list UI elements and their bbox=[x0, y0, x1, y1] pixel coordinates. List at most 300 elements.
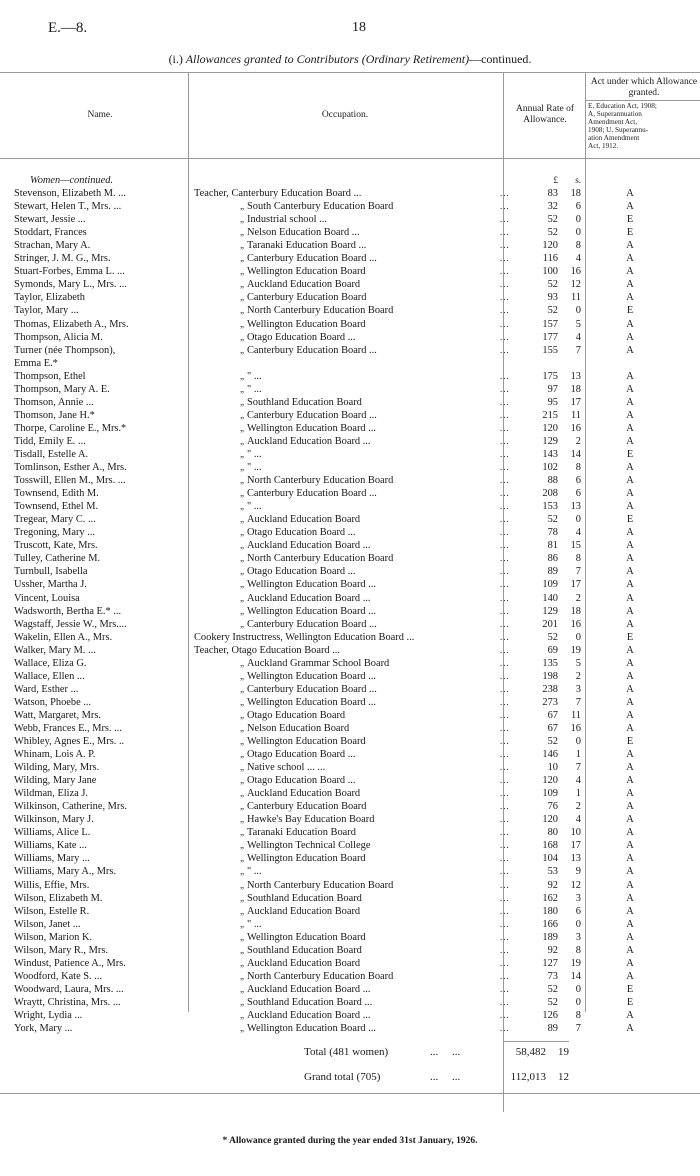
ditto-mark: „ bbox=[240, 201, 246, 212]
row-pounds: 208 bbox=[542, 488, 558, 500]
table-row bbox=[14, 1022, 694, 1035]
row-act: A bbox=[626, 1023, 634, 1035]
row-pounds: 52 bbox=[547, 514, 558, 526]
row-act: A bbox=[626, 462, 634, 474]
row-shillings: 13 bbox=[570, 370, 581, 382]
row-pounds: 120 bbox=[542, 814, 558, 826]
row-occupation: Wellington Education Board ... bbox=[247, 670, 377, 682]
row-shillings: 10 bbox=[570, 827, 581, 839]
row-name: Truscott, Kate, Mrs. bbox=[14, 540, 98, 552]
row-shillings: 6 bbox=[575, 201, 581, 213]
row-occupation: North Canterbury Education Board bbox=[247, 970, 394, 982]
row-pounds: 86 bbox=[547, 553, 558, 565]
leader-dots: ... bbox=[500, 266, 510, 277]
row-act: A bbox=[626, 657, 634, 669]
row-occupation: " ... bbox=[247, 462, 262, 474]
row-act: A bbox=[626, 553, 634, 565]
row-act: A bbox=[626, 344, 634, 356]
ditto-mark: „ bbox=[240, 501, 246, 512]
row-name: Wallace, Ellen ... bbox=[14, 670, 85, 682]
leader-dots: ... bbox=[500, 944, 510, 955]
row-occupation: Canterbury Education Board ... bbox=[247, 409, 377, 421]
row-pounds: 52 bbox=[547, 227, 558, 239]
row-name: Turner (née Thompson), bbox=[14, 344, 116, 356]
row-occupation: Canterbury Education Board bbox=[247, 292, 367, 304]
row-act: A bbox=[626, 683, 634, 695]
table-row bbox=[14, 187, 694, 200]
row-occupation: Auckland Education Board ... bbox=[247, 983, 371, 995]
leader-dots: ... bbox=[500, 840, 510, 851]
row-pounds: 127 bbox=[542, 957, 558, 969]
leader-dots: ... bbox=[500, 670, 510, 681]
table-row bbox=[14, 983, 694, 996]
table-row bbox=[14, 422, 694, 435]
row-occupation: Southland Education Board bbox=[247, 944, 362, 956]
ditto-mark: „ bbox=[240, 514, 246, 525]
row-name: Watson, Phoebe ... bbox=[14, 696, 92, 708]
row-act: A bbox=[626, 292, 634, 304]
act-note-line: ation Amendment bbox=[588, 134, 640, 143]
row-name: Wilson, Elizabeth M. bbox=[14, 892, 103, 904]
table-row bbox=[14, 291, 694, 304]
row-name: Wallace, Eliza G. bbox=[14, 657, 87, 669]
row-occupation: Teacher, Otago Education Board ... bbox=[194, 644, 341, 656]
row-occupation: Canterbury Education Board ... bbox=[247, 618, 377, 630]
ditto-mark: „ bbox=[240, 775, 246, 786]
row-shillings: 6 bbox=[575, 905, 581, 917]
table-row bbox=[14, 644, 694, 657]
table-row bbox=[14, 461, 694, 474]
row-pounds: £ bbox=[553, 175, 558, 185]
row-pounds: 155 bbox=[542, 344, 558, 356]
row-pounds: 93 bbox=[547, 292, 558, 304]
leader-dots: ... bbox=[500, 762, 510, 773]
leader-dots: ... bbox=[500, 370, 510, 381]
row-occupation: Auckland Education Board ... bbox=[247, 435, 371, 447]
leader-dots: ... bbox=[500, 618, 510, 629]
table-row bbox=[14, 370, 694, 383]
ditto-mark: „ bbox=[240, 214, 246, 225]
row-name: Wadsworth, Bertha E.* ... bbox=[14, 605, 122, 617]
row-pounds: 215 bbox=[542, 409, 558, 421]
row-shillings: 11 bbox=[570, 709, 581, 721]
row-act: E bbox=[626, 514, 634, 526]
row-act: A bbox=[626, 409, 634, 421]
ditto-mark: „ bbox=[240, 996, 246, 1007]
table-row bbox=[14, 487, 694, 500]
act-note-line: E, Education Act, 1908; bbox=[588, 102, 657, 110]
table-row bbox=[14, 852, 694, 865]
leader-dots: ... bbox=[500, 996, 510, 1007]
row-name: Stoddart, Frances bbox=[14, 227, 87, 239]
row-occupation: Wellington Education Board bbox=[247, 736, 366, 748]
leader-dots: ... bbox=[500, 736, 510, 747]
leader-dots: ... bbox=[500, 462, 510, 473]
total-women-shillings: 19 bbox=[558, 1046, 569, 1058]
leader-dots: ... bbox=[500, 240, 510, 251]
total-women-label: Total (481 women) bbox=[304, 1046, 389, 1058]
leader-dots: ... bbox=[500, 435, 510, 446]
row-name: Emma E.* bbox=[14, 357, 58, 369]
row-name: Whinam, Lois A. P. bbox=[14, 749, 96, 761]
table-row bbox=[14, 474, 694, 487]
row-name: Women—continued. bbox=[30, 175, 114, 186]
row-act: A bbox=[626, 970, 634, 982]
table-row bbox=[14, 318, 694, 331]
row-shillings: 7 bbox=[575, 762, 581, 774]
table-row bbox=[14, 931, 694, 944]
row-name: Wilson, Mary R., Mrs. bbox=[14, 944, 108, 956]
row-shillings: 13 bbox=[570, 853, 581, 865]
row-occupation: Auckland Education Board bbox=[247, 788, 361, 800]
row-shillings: 0 bbox=[575, 918, 581, 930]
ditto-mark: „ bbox=[240, 488, 246, 499]
row-act: E bbox=[626, 448, 634, 460]
row-act: A bbox=[626, 670, 634, 682]
table-row bbox=[14, 892, 694, 905]
leader-dots: ... bbox=[500, 448, 510, 459]
row-pounds: 126 bbox=[542, 1010, 558, 1021]
row-pounds: 52 bbox=[547, 279, 558, 291]
row-pounds: 116 bbox=[542, 253, 558, 265]
row-act: A bbox=[626, 866, 634, 878]
row-act: A bbox=[626, 775, 634, 787]
leader-dots: ... bbox=[500, 396, 510, 407]
leader-dots: ... bbox=[500, 892, 510, 903]
leader-dots: ... bbox=[500, 305, 510, 316]
row-name: Townsend, Ethel M. bbox=[14, 501, 99, 513]
row-name: Ward, Esther ... bbox=[14, 683, 79, 695]
row-shillings: 4 bbox=[575, 527, 581, 539]
leader-dots: ... bbox=[500, 592, 510, 603]
leader-dots: ... bbox=[500, 853, 510, 864]
row-pounds: 189 bbox=[542, 931, 558, 943]
row-occupation: " ... bbox=[247, 370, 262, 382]
ditto-mark: „ bbox=[240, 970, 246, 981]
ditto-mark: „ bbox=[240, 422, 246, 433]
row-name: Vincent, Louisa bbox=[14, 592, 80, 604]
row-act: A bbox=[626, 801, 634, 813]
row-occupation: Southland Education Board ... bbox=[247, 996, 373, 1008]
row-occupation: North Canterbury Education Board bbox=[247, 475, 394, 487]
leader-dots: ... bbox=[500, 214, 510, 225]
row-pounds: 83 bbox=[547, 188, 558, 200]
table-row bbox=[14, 696, 694, 709]
row-pounds: 238 bbox=[542, 683, 558, 695]
row-shillings: 0 bbox=[575, 214, 581, 226]
row-pounds: 97 bbox=[547, 383, 558, 395]
table-row bbox=[14, 500, 694, 513]
row-name: Williams, Mary ... bbox=[14, 853, 90, 865]
row-shillings: 14 bbox=[570, 448, 581, 460]
row-pounds: 143 bbox=[542, 448, 558, 460]
table-row bbox=[14, 970, 694, 983]
row-name: Wilkinson, Catherine, Mrs. bbox=[14, 801, 127, 813]
row-occupation: Canterbury Education Board ... bbox=[247, 683, 377, 695]
row-act: A bbox=[626, 279, 634, 291]
table-row bbox=[14, 865, 694, 878]
leader-dots: ... bbox=[500, 709, 510, 720]
table-row bbox=[14, 213, 694, 226]
row-occupation: Nelson Education Board ... bbox=[247, 227, 360, 239]
ditto-mark: „ bbox=[240, 683, 246, 694]
row-pounds: 180 bbox=[542, 905, 558, 917]
row-pounds: 52 bbox=[547, 736, 558, 748]
column-header-rate: Annual Rate of Allowance. bbox=[515, 104, 575, 125]
row-name: Woodward, Laura, Mrs. ... bbox=[14, 983, 124, 995]
row-act: A bbox=[626, 527, 634, 539]
ditto-mark: „ bbox=[240, 227, 246, 238]
row-name: Thompson, Mary A. E. bbox=[14, 383, 110, 395]
row-shillings: 13 bbox=[570, 501, 581, 513]
row-pounds: 81 bbox=[547, 540, 558, 552]
leader-dots: ... bbox=[500, 383, 510, 394]
row-shillings: 16 bbox=[570, 618, 581, 630]
row-occupation: Otago Education Board bbox=[247, 709, 346, 721]
row-name: Williams, Kate ... bbox=[14, 840, 87, 852]
row-act: A bbox=[626, 814, 634, 826]
table-row bbox=[14, 252, 694, 265]
table-title-number: (i.) bbox=[168, 52, 183, 66]
ditto-mark: „ bbox=[240, 762, 246, 773]
table-row bbox=[14, 683, 694, 696]
row-name: Ussher, Martha J. bbox=[14, 579, 87, 591]
leader-dots: ... bbox=[500, 253, 510, 264]
row-name: Wilson, Marion K. bbox=[14, 931, 93, 943]
row-shillings: 4 bbox=[575, 253, 581, 265]
row-shillings: 3 bbox=[575, 683, 581, 695]
row-occupation: Wellington Technical College bbox=[247, 840, 371, 852]
row-occupation: Wellington Education Board bbox=[247, 931, 366, 943]
table-row bbox=[14, 826, 694, 839]
row-shillings: 2 bbox=[575, 592, 581, 604]
table-row bbox=[14, 448, 694, 461]
row-occupation: Otago Education Board ... bbox=[247, 775, 356, 787]
row-shillings: 2 bbox=[575, 435, 581, 447]
row-act: A bbox=[626, 383, 634, 395]
row-shillings: 16 bbox=[570, 722, 581, 734]
row-shillings: 14 bbox=[570, 970, 581, 982]
leader-dots: ... bbox=[500, 514, 510, 525]
table-row bbox=[14, 631, 694, 644]
table-row bbox=[14, 905, 694, 918]
ditto-mark: „ bbox=[240, 1023, 246, 1034]
row-act: E bbox=[626, 996, 634, 1008]
leader-dots: ... bbox=[500, 814, 510, 825]
row-occupation: Teacher, Canterbury Education Board ... bbox=[194, 188, 362, 200]
row-shillings: 0 bbox=[575, 983, 581, 995]
row-act: A bbox=[626, 501, 634, 513]
row-shillings: 4 bbox=[575, 814, 581, 826]
row-name: Thompson, Alicia M. bbox=[14, 331, 103, 343]
leader-dots: ... bbox=[500, 488, 510, 499]
row-name: Stringer, J. M. G., Mrs. bbox=[14, 253, 111, 265]
row-act: A bbox=[626, 840, 634, 852]
total-women-dots: ... ... bbox=[430, 1046, 461, 1058]
row-name: Stuart-Forbes, Emma L. ... bbox=[14, 266, 125, 278]
row-act: A bbox=[626, 605, 634, 617]
row-act: E bbox=[626, 305, 634, 317]
row-occupation: Auckland Education Board bbox=[247, 514, 361, 526]
leader-dots: ... bbox=[500, 553, 510, 564]
table-row bbox=[14, 565, 694, 578]
row-pounds: 157 bbox=[542, 318, 558, 330]
ditto-mark: „ bbox=[240, 801, 246, 812]
grand-total-dots: ... ... bbox=[430, 1071, 461, 1083]
leader-dots: ... bbox=[500, 722, 510, 733]
leader-dots: ... bbox=[500, 227, 510, 238]
leader-dots: ... bbox=[500, 1023, 510, 1034]
grand-total-pounds: 112,013 bbox=[510, 1071, 546, 1083]
row-pounds: 120 bbox=[542, 775, 558, 787]
row-pounds: 175 bbox=[542, 370, 558, 382]
row-shillings: 2 bbox=[575, 801, 581, 813]
row-shillings: 17 bbox=[570, 579, 581, 591]
leader-dots: ... bbox=[500, 788, 510, 799]
row-shillings: 0 bbox=[575, 514, 581, 526]
row-pounds: 78 bbox=[547, 527, 558, 539]
leader-dots: ... bbox=[500, 318, 510, 329]
row-name: Thompson, Ethel bbox=[14, 370, 86, 382]
table-row bbox=[14, 278, 694, 291]
ditto-mark: „ bbox=[240, 983, 246, 994]
row-shillings: 18 bbox=[570, 383, 581, 395]
row-shillings: 16 bbox=[570, 266, 581, 278]
row-pounds: 32 bbox=[547, 201, 558, 213]
row-name: Watt, Margaret, Mrs. bbox=[14, 709, 101, 721]
row-pounds: 80 bbox=[547, 827, 558, 839]
row-shillings: 4 bbox=[575, 331, 581, 343]
row-name: Thomas, Elizabeth A., Mrs. bbox=[14, 318, 129, 330]
table-row bbox=[14, 409, 694, 422]
leader-dots: ... bbox=[500, 409, 510, 420]
leader-dots: ... bbox=[500, 188, 510, 199]
row-act: E bbox=[626, 214, 634, 226]
ditto-mark: „ bbox=[240, 749, 246, 760]
row-act: E bbox=[626, 227, 634, 239]
ditto-mark: „ bbox=[240, 788, 246, 799]
column-header-name: Name. bbox=[87, 110, 113, 120]
row-shillings: 18 bbox=[570, 605, 581, 617]
row-shillings: 12 bbox=[570, 279, 581, 291]
row-pounds: 52 bbox=[547, 214, 558, 226]
row-act: A bbox=[626, 540, 634, 552]
ditto-mark: „ bbox=[240, 736, 246, 747]
row-act: A bbox=[626, 318, 634, 330]
row-name: Williams, Mary A., Mrs. bbox=[14, 866, 117, 878]
row-name: Wilding, Mary, Mrs. bbox=[14, 762, 100, 774]
table-row bbox=[14, 735, 694, 748]
table-row bbox=[14, 813, 694, 826]
table-row bbox=[14, 839, 694, 852]
row-act: A bbox=[626, 827, 634, 839]
ditto-mark: „ bbox=[240, 527, 246, 538]
table-row bbox=[14, 396, 694, 409]
row-act: A bbox=[626, 644, 634, 656]
column-header-act: Act under which Allowance granted. bbox=[590, 77, 698, 98]
row-occupation: Wellington Education Board ... bbox=[247, 696, 377, 708]
row-pounds: 273 bbox=[542, 696, 558, 708]
row-pounds: 129 bbox=[542, 605, 558, 617]
leader-dots: ... bbox=[500, 201, 510, 212]
ditto-mark: „ bbox=[240, 292, 246, 303]
row-shillings: 7 bbox=[575, 1023, 581, 1035]
leader-dots: ... bbox=[500, 1010, 510, 1020]
row-act: A bbox=[626, 918, 634, 930]
row-pounds: 120 bbox=[542, 422, 558, 434]
ditto-mark: „ bbox=[240, 709, 246, 720]
row-pounds: 89 bbox=[547, 566, 558, 578]
row-name: Stewart, Jessie ... bbox=[14, 214, 86, 226]
row-occupation: Canterbury Education Board bbox=[247, 801, 367, 813]
ditto-mark: „ bbox=[240, 240, 246, 251]
row-occupation: Auckland Education Board ... bbox=[247, 540, 371, 552]
row-pounds: 89 bbox=[547, 1023, 558, 1035]
ditto-mark: „ bbox=[240, 1010, 246, 1020]
table-row bbox=[14, 331, 694, 344]
row-shillings: 5 bbox=[575, 318, 581, 330]
leader-dots: ... bbox=[500, 749, 510, 760]
row-shillings: 12 bbox=[570, 879, 581, 891]
row-pounds: 67 bbox=[547, 722, 558, 734]
row-occupation: Wellington Education Board ... bbox=[247, 605, 377, 617]
row-occupation: Otago Education Board ... bbox=[247, 749, 356, 761]
row-shillings: 7 bbox=[575, 344, 581, 356]
table-row bbox=[14, 774, 694, 787]
row-shillings: 1 bbox=[575, 749, 581, 761]
row-name: Thomson, Annie ... bbox=[14, 396, 94, 408]
row-pounds: 53 bbox=[547, 866, 558, 878]
row-pounds: 109 bbox=[542, 788, 558, 800]
row-act: A bbox=[626, 266, 634, 278]
row-shillings: 8 bbox=[575, 944, 581, 956]
row-occupation: Wellington Education Board ... bbox=[247, 579, 377, 591]
row-shillings: 17 bbox=[570, 396, 581, 408]
row-pounds: 100 bbox=[542, 266, 558, 278]
row-act: A bbox=[626, 1010, 634, 1021]
row-occupation: Southland Education Board bbox=[247, 396, 362, 408]
row-act: A bbox=[626, 788, 634, 800]
ditto-mark: „ bbox=[240, 853, 246, 864]
row-occupation: " ... bbox=[247, 448, 262, 460]
table-row bbox=[14, 344, 694, 357]
row-occupation: Auckland Education Board bbox=[247, 905, 361, 917]
table-row bbox=[14, 709, 694, 722]
act-note-line: Act, 1912. bbox=[588, 142, 619, 151]
row-act: A bbox=[626, 957, 634, 969]
table-body bbox=[14, 174, 694, 1035]
row-act: E bbox=[626, 631, 634, 643]
ditto-mark: „ bbox=[240, 722, 246, 733]
row-occupation: Taranaki Education Board ... bbox=[247, 240, 367, 252]
page-number: 18 bbox=[352, 20, 366, 35]
leader-dots: ... bbox=[500, 644, 510, 655]
row-pounds: 162 bbox=[542, 892, 558, 904]
row-act: E bbox=[626, 736, 634, 748]
row-occupation: Wellington Education Board ... bbox=[247, 422, 377, 434]
leader-dots: ... bbox=[500, 631, 510, 642]
row-name: Taylor, Mary ... bbox=[14, 305, 79, 317]
row-shillings: 7 bbox=[575, 696, 581, 708]
act-header-rule bbox=[586, 100, 700, 101]
leader-dots: ... bbox=[500, 422, 510, 433]
row-act: A bbox=[626, 892, 634, 904]
row-shillings: 8 bbox=[575, 553, 581, 565]
ditto-mark: „ bbox=[240, 370, 246, 381]
table-row bbox=[14, 526, 694, 539]
row-occupation: Auckland Grammar School Board bbox=[247, 657, 390, 669]
row-name: Wilkinson, Mary J. bbox=[14, 814, 94, 826]
